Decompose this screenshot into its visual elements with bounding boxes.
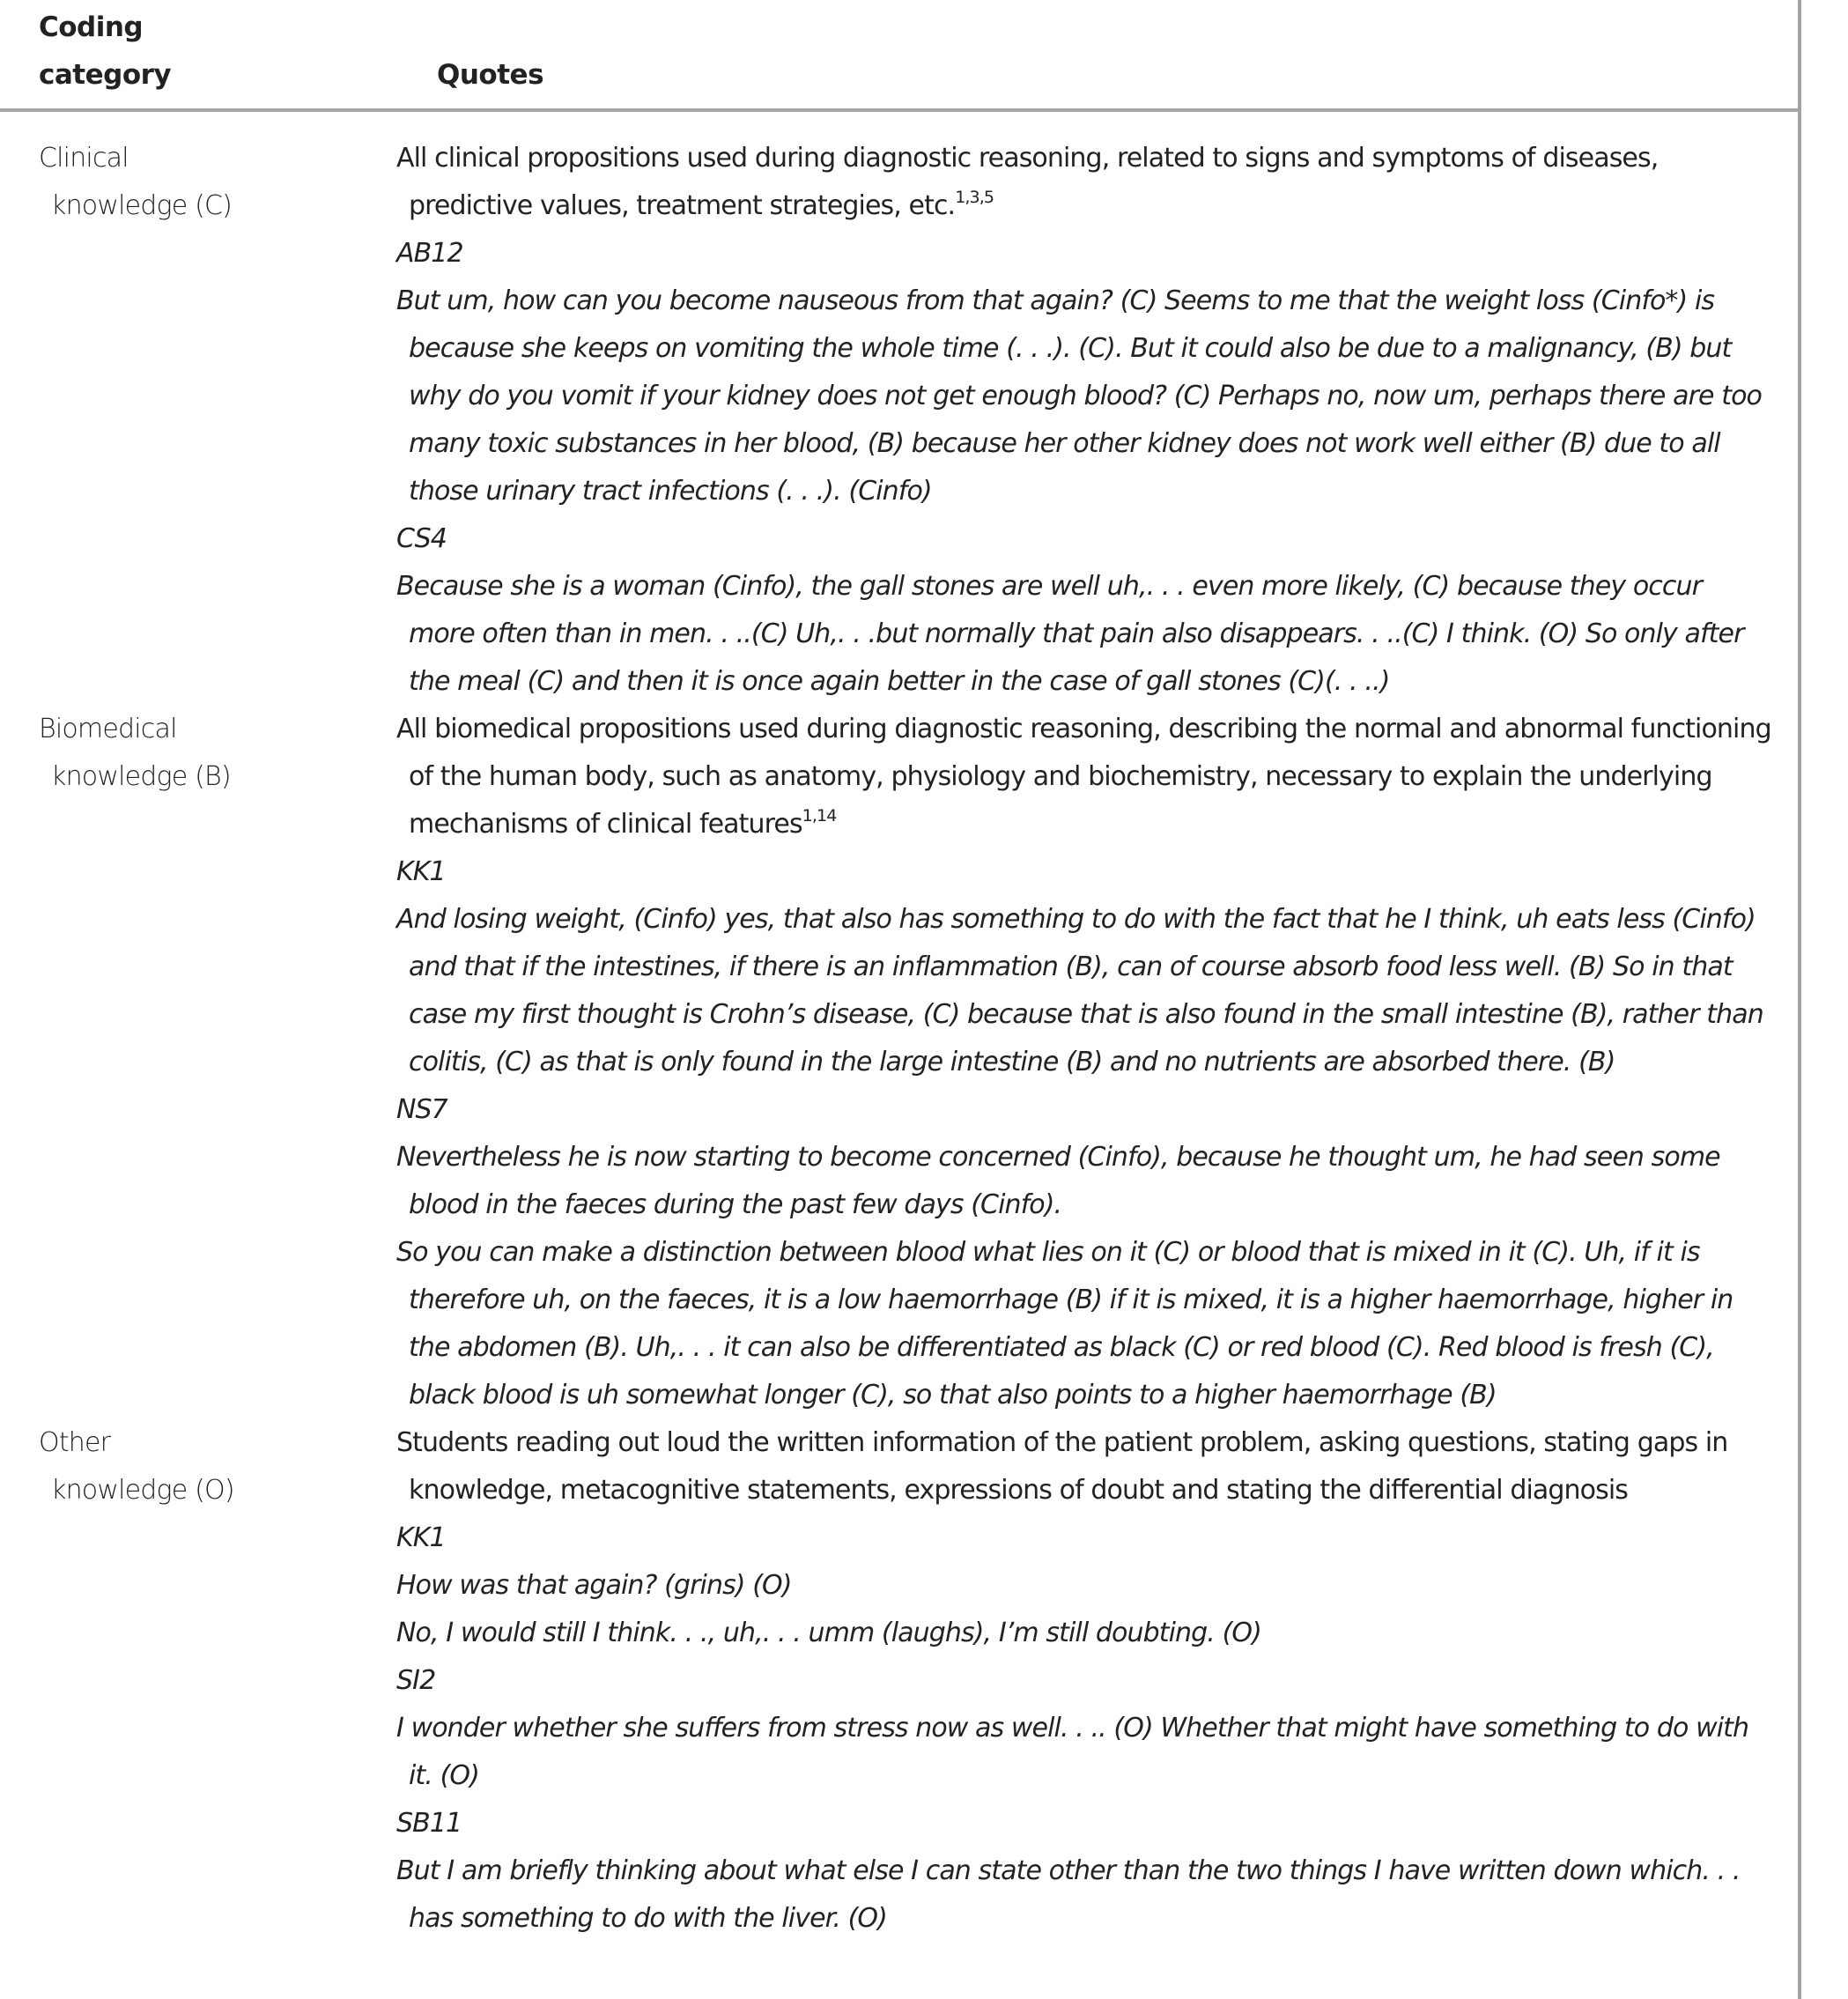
table-row-clinical [0,135,1798,706]
quote-text: But I am briefly thinking about what else I can state other than the two things I have written down which. . . has something to do with the liver. (O) [396,1855,1741,1934]
table-body [0,135,1798,1943]
reference-superscript: 1,14 [802,806,837,826]
participant-code: CS4 [396,523,447,554]
header-coding-category [39,4,391,99]
participant-code: SI2 [396,1665,436,1696]
quote-text: Because she is a woman (Cinfo), the gall stones are well uh,. . . even more likely, (C) because they occur more often than in men. . ..(C) Uh,. . .but normally that pain also disappears. . ..(C) I think. (O) So only after the meal (C) and then it is once again better in the case of gall stones (C)(. . ..) [396,571,1744,697]
table-header [0,0,1798,112]
quote-text: And losing weight, (Cinfo) yes, that also has something to do with the fact that he I think, uh eats less (Cinfo) and that if the intestines, if there is an inflammation (B), can of course absorb food less well. (B) So in that case my first thought is Crohn’s disease, (C) because that is also found in the small intestine (B), rather than colitis, (C) as that is only found in the large intestine (B) and no nutrients are absorbed there. (B) [396,904,1763,1077]
table-row-biomedical [0,706,1798,1419]
quotes-cell [396,135,1798,706]
participant-code: NS7 [396,1094,447,1125]
reference-superscript: 1,3,5 [955,188,994,207]
category-definition [396,706,1771,848]
category-definition: Students reading out loud the written information of the patient problem, asking questions, stating gaps in knowledge, metacognitive statements, expressions of doubt and stating the differential diagnosis [396,1427,1728,1506]
header-line: Coding [39,11,144,43]
quote-text: How was that again? (grins) (O) [396,1570,792,1601]
definition-text: All biomedical propositions used during diagnostic reasoning, describing the normal and abnormal functioning of the human body, such as anatomy, physiology and biochemistry, necessary to explain the underlying mechanisms of clinical features [396,714,1771,840]
participant-code: AB12 [396,238,463,269]
category-name: Clinical [39,143,129,174]
category-definition [396,135,1771,230]
quote-text: Nevertheless he is now starting to become concerned (Cinfo), because he thought um, he had seen some blood in the faeces during the past few days (Cinfo). [396,1142,1720,1220]
category-cell [0,706,396,1419]
quote-text: No, I would still I think. . ., uh,. . . umm (laughs), I’m still doubting. (O) [396,1618,1261,1648]
category-name: Biomedical [39,714,177,744]
category-type: knowledge (O) [51,1475,234,1506]
category-type: knowledge (C) [51,190,233,221]
definition-text: All clinical propositions used during diagnostic reasoning, related to signs and symptoms of diseases, predictive values, treatment strategies, etc. [396,143,1659,221]
table-row-other [0,1419,1798,1943]
quote-text: I wonder whether she suffers from stress now as well. . .. (O) Whether that might have something to do with it. (O) [396,1713,1749,1791]
quote-text: So you can make a distinction between blood what lies on it (C) or blood that is mixed in it (C). Uh, if it is therefore uh, on the faeces, it is a low haemorrhage (B) if it is mixed, it is a higher haemorrhage, higher in the abdomen (B). Uh,. . . it can also be differentiated as black (C) or red blood (C). Red blood is fresh (C), black blood is uh somewhat longer (C), so that also points to a higher haemorrhage (B) [396,1237,1733,1410]
participant-code: KK1 [396,856,446,887]
category-cell [0,135,396,706]
participant-code: SB11 [396,1808,462,1839]
header-line: category [39,59,172,91]
quote-text: But um, how can you become nauseous from that again? (C) Seems to me that the weight loss (Cinfo*) is because she keeps on vomiting the whole time (. . .). (C). But it could also be due to a malignancy, (B) but why do you vomit if your kidney does not get enough blood? (C) Perhaps no, now um, perhaps there are too many toxic substances in her blood, (B) because her other kidney does not work well either (B) due to all those urinary tract infections (. . .). (Cinfo) [396,285,1762,507]
quotes-cell [396,706,1798,1419]
header-quotes: Quotes [437,59,544,91]
participant-code: KK1 [396,1522,446,1553]
category-name: Other [39,1427,111,1458]
category-type: knowledge (B) [51,761,231,792]
category-cell [0,1419,396,1943]
quotes-cell [396,1419,1798,1943]
